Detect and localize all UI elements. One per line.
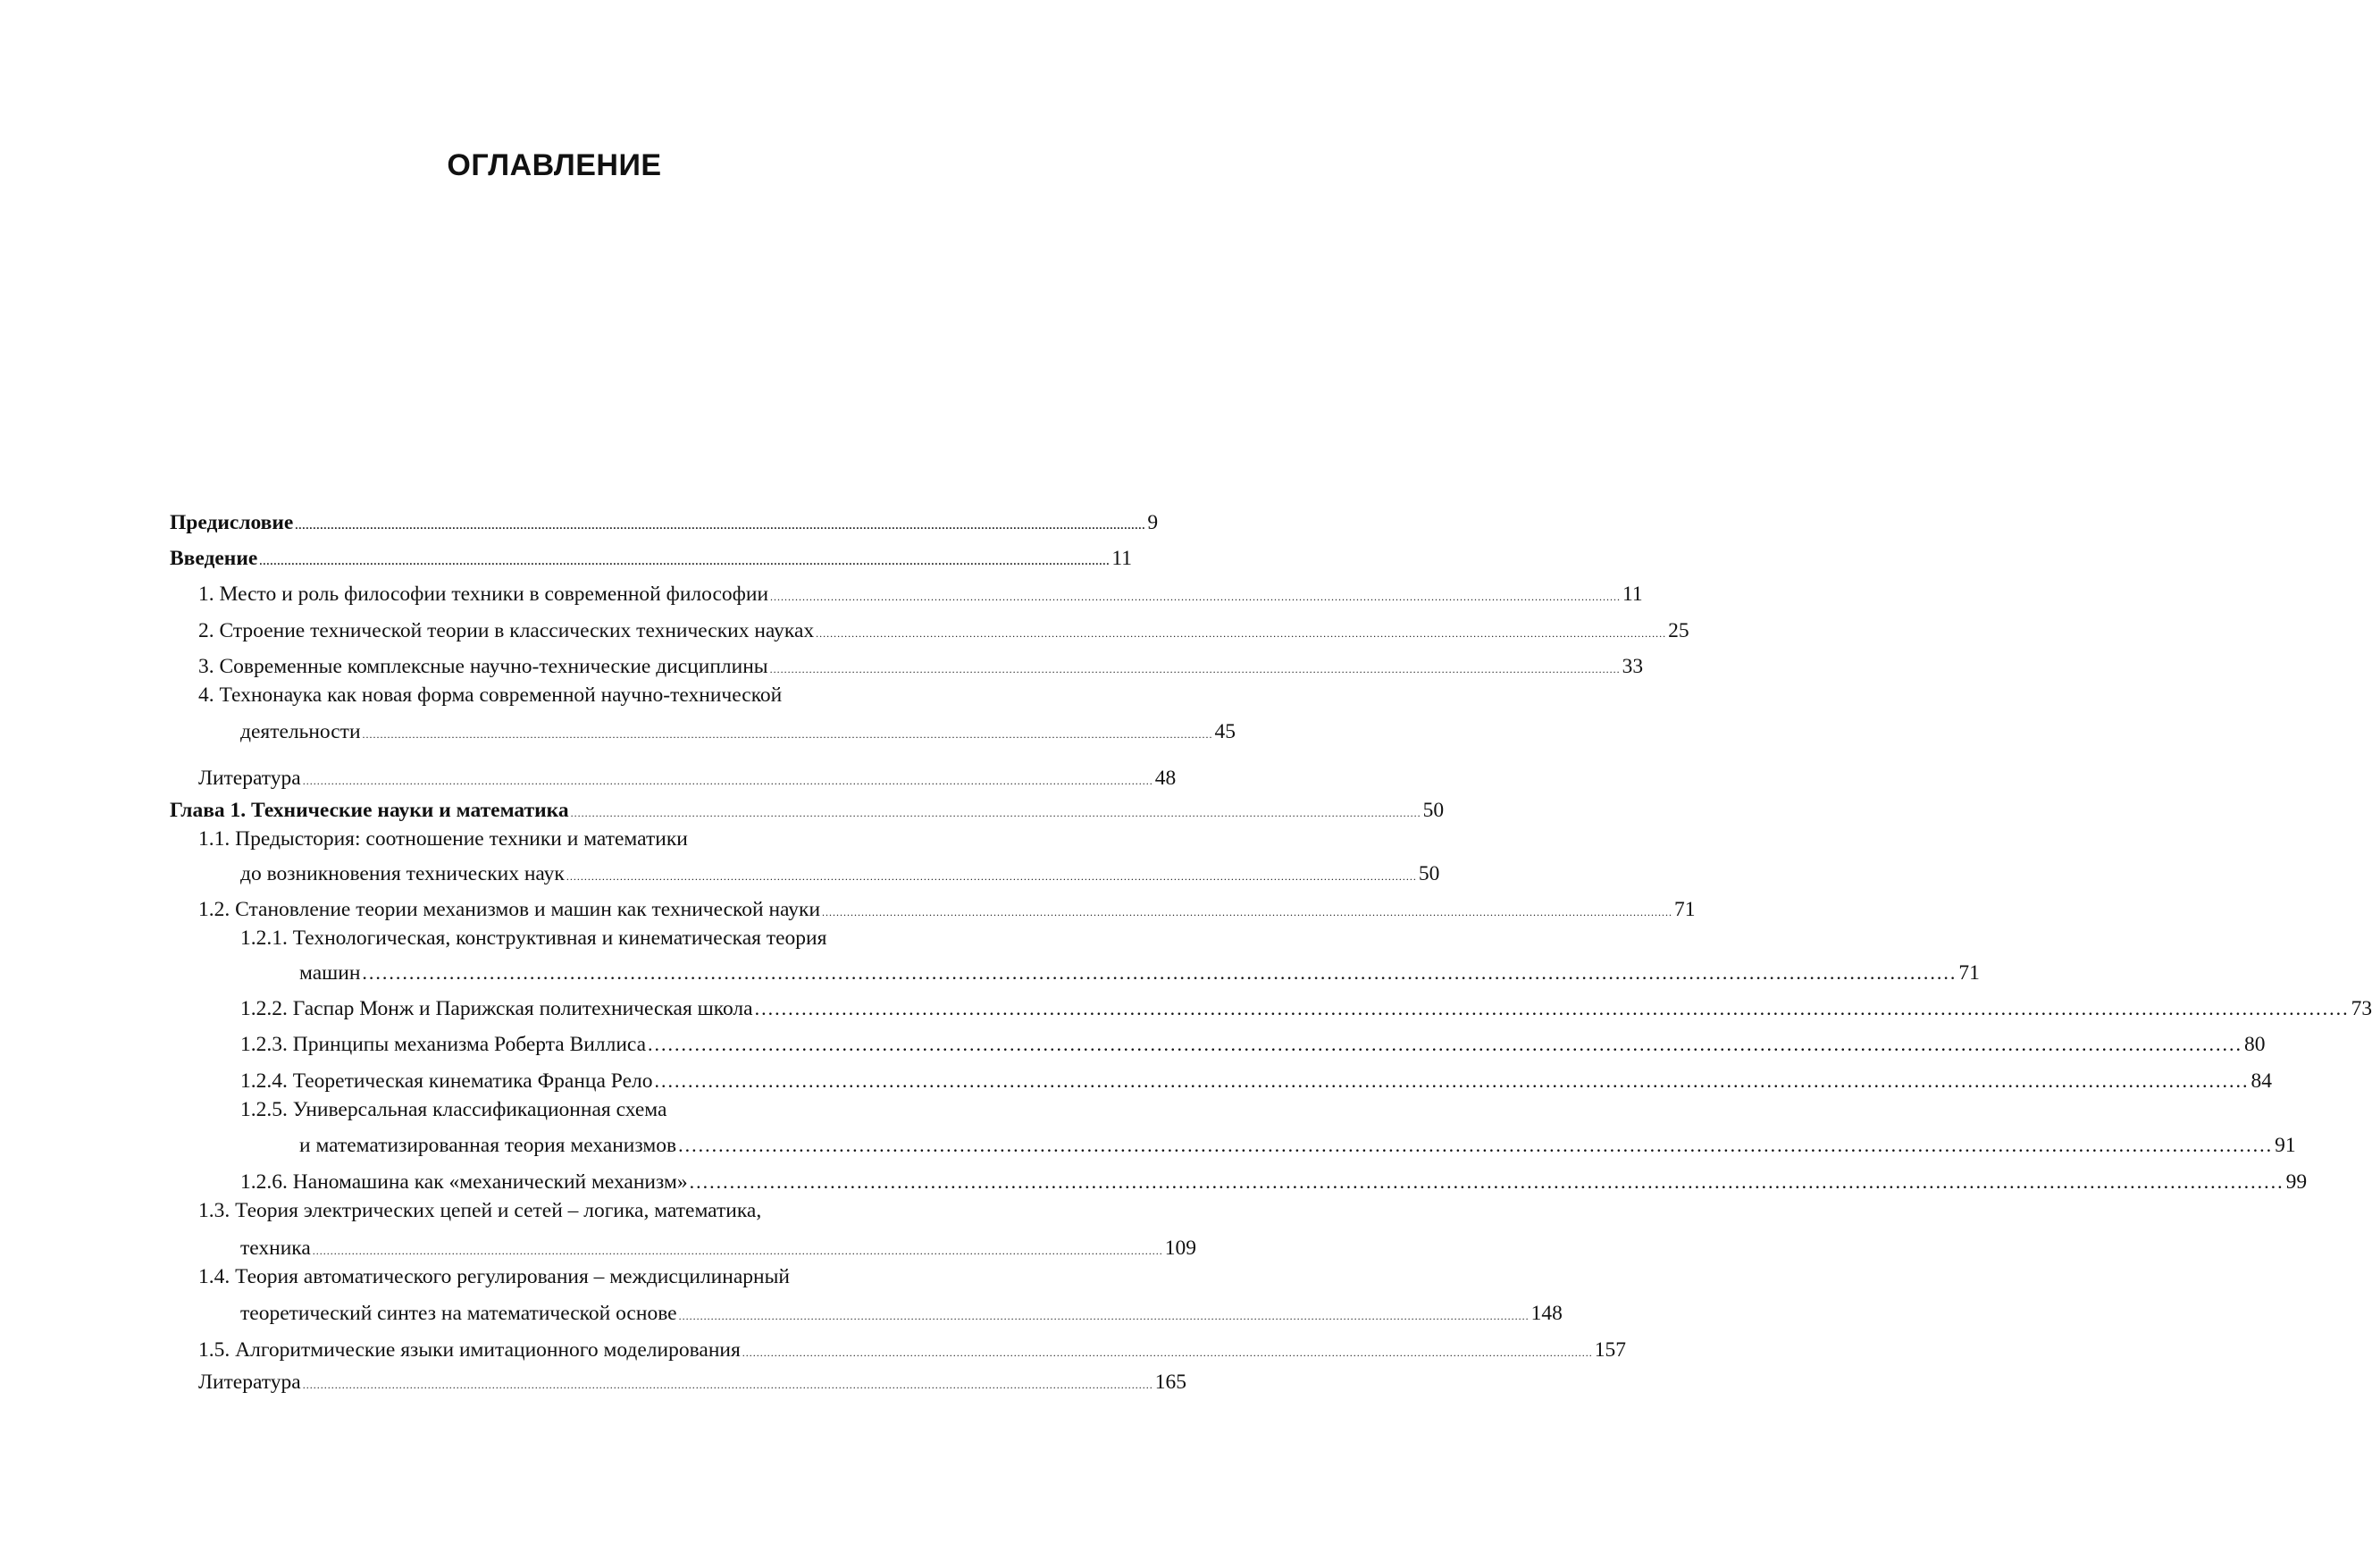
toc-entry-title-line2: до возникновения технических наук <box>240 862 565 885</box>
toc-entry-title: 3. Современные комплексные научно-технические дисциплины <box>198 655 768 678</box>
toc-entry-title: Глава 1. Технические науки и математика <box>170 799 569 822</box>
toc-entry-title: Введение <box>170 547 258 570</box>
page-title: ОГЛАВЛЕНИЕ <box>447 148 662 182</box>
toc-entry-1-4[interactable] <box>170 1262 1563 1328</box>
toc-entry-title-line2: техника <box>240 1237 311 1260</box>
table-of-contents <box>170 505 2372 1396</box>
dot-leader: .............................................................................................................................................................................................................................................. <box>302 775 1153 787</box>
toc-entry-page: 80 <box>2244 1033 2266 1056</box>
toc-entry-page: 157 <box>1594 1338 1627 1362</box>
toc-entry-page: 91 <box>2275 1134 2296 1157</box>
toc-entry-title: 1. Место и роль философии техники в современной философии <box>198 583 769 606</box>
toc-entry-title-line2: деятельности <box>240 720 361 743</box>
toc-entry-1-2-1[interactable] <box>170 924 1980 987</box>
toc-entry-intro-literature[interactable] <box>170 746 1177 792</box>
toc-entry-page: 48 <box>1154 767 1177 790</box>
toc-entry-page: 50 <box>1422 799 1445 822</box>
toc-entry-chapter-1[interactable] <box>170 792 1445 825</box>
toc-entry-introduction[interactable] <box>170 537 1132 573</box>
dot-leader: .............................................................................................................................................................................................................................................. <box>295 519 1146 532</box>
toc-entry-title: Предисловие <box>170 511 294 534</box>
toc-entry-page: 33 <box>1622 655 1644 678</box>
toc-entry-page: 9 <box>1147 511 1159 534</box>
toc-entry-page: 99 <box>2285 1170 2308 1194</box>
dot-leader: .............................................................................................................................................................................................................................................. <box>654 1069 2250 1092</box>
dot-leader: .............................................................................................................................................................................................................................................. <box>302 1379 1153 1391</box>
dot-leader: .............................................................................................................................................................................................................................................. <box>312 1245 1163 1257</box>
dot-leader: .............................................................................................................................................................................................................................................. <box>754 997 2350 1019</box>
dot-leader: .............................................................................................................................................................................................................................................. <box>769 663 1621 675</box>
toc-entry-title-line2: и математизированная теория механизмов <box>299 1134 677 1157</box>
dot-leader: .............................................................................................................................................................................................................................................. <box>648 1033 2243 1055</box>
toc-entry-page: 11 <box>1111 547 1132 570</box>
toc-entry-1-5[interactable] <box>170 1328 1627 1364</box>
dot-leader: .............................................................................................................................................................................................................................................. <box>742 1346 1593 1359</box>
dot-leader: .............................................................................................................................................................................................................................................. <box>259 555 1111 567</box>
toc-entry-page: 71 <box>1958 961 1980 985</box>
toc-entry-title: 1.2.3. Принципы механизма Роберта Виллиса <box>240 1033 647 1056</box>
toc-entry-intro-2[interactable] <box>170 608 1689 645</box>
toc-entry-1-2[interactable] <box>170 888 1696 924</box>
dot-leader: .............................................................................................................................................................................................................................................. <box>362 961 1957 984</box>
toc-entry-title: 2. Строение технической теории в классических технических науках <box>198 619 815 642</box>
toc-entry-page: 45 <box>1214 720 1236 743</box>
toc-entry-title: 1.2.6. Наномашина как «механический механизм» <box>240 1170 688 1194</box>
toc-entry-1-2-5[interactable] <box>170 1095 2296 1160</box>
toc-entry-page: 25 <box>1668 619 1689 642</box>
toc-entry-title-line2: машин <box>299 961 361 985</box>
toc-entry-title: Литература <box>198 767 301 790</box>
dot-leader: .............................................................................................................................................................................................................................................. <box>678 1134 2274 1156</box>
toc-entry-title-line2: теоретический синтез на математической основе <box>240 1302 677 1325</box>
toc-entry-title: 1.2.2. Гаспар Монж и Парижская политехническая школа <box>240 997 753 1020</box>
toc-entry-title: Литература <box>198 1371 301 1394</box>
toc-entry-1-2-4[interactable] <box>170 1059 2272 1095</box>
toc-entry-title-line1: 4. Технонаука как новая форма современной научно-технической <box>198 683 783 707</box>
toc-entry-title: 1.2.4. Теоретическая кинематика Франца Рело <box>240 1069 653 1093</box>
toc-entry-page: 73 <box>2351 997 2372 1020</box>
dot-leader: .............................................................................................................................................................................................................................................. <box>678 1310 1530 1322</box>
dot-leader: .............................................................................................................................................................................................................................................. <box>816 627 1667 640</box>
toc-entry-chapter-1-literature[interactable] <box>170 1364 1186 1396</box>
toc-entry-title-line1: 1.2.5. Универсальная классификационная схема <box>240 1098 667 1121</box>
dot-leader: .............................................................................................................................................................................................................................................. <box>566 870 1417 883</box>
toc-entry-intro-4[interactable] <box>170 681 1236 746</box>
toc-entry-page: 50 <box>1418 862 1440 885</box>
toc-entry-page: 11 <box>1622 583 1643 606</box>
toc-entry-page: 71 <box>1674 898 1696 921</box>
toc-entry-1-2-6[interactable] <box>170 1160 2308 1196</box>
dot-leader: .............................................................................................................................................................................................................................................. <box>770 591 1622 603</box>
dot-leader: .............................................................................................................................................................................................................................................. <box>362 728 1213 741</box>
toc-entry-title-line1: 1.4. Теория автоматического регулирования – междисцилинарный <box>198 1265 790 1288</box>
toc-entry-1-3[interactable] <box>170 1196 1197 1262</box>
toc-entry-1-2-2[interactable] <box>170 987 2372 1023</box>
toc-entry-title: 1.5. Алгоритмические языки имитационного моделирования <box>198 1338 741 1362</box>
toc-entry-page: 165 <box>1154 1371 1186 1394</box>
toc-entry-1-2-3[interactable] <box>170 1023 2266 1059</box>
toc-entry-title-line1: 1.2.1. Технологическая, конструктивная и кинематическая теория <box>240 927 827 950</box>
toc-entry-intro-3[interactable] <box>170 645 1644 681</box>
dot-leader: .............................................................................................................................................................................................................................................. <box>570 807 1421 819</box>
dot-leader: .............................................................................................................................................................................................................................................. <box>689 1170 2284 1193</box>
toc-entry-page: 109 <box>1164 1237 1197 1260</box>
toc-entry-page: 148 <box>1530 1302 1563 1325</box>
toc-entry-title-line1: 1.1. Предыстория: соотношение техники и математики <box>198 827 688 851</box>
toc-entry-title: 1.2. Становление теории механизмов и машин как технической науки <box>198 898 821 921</box>
toc-entry-title-line1: 1.3. Теория электрических цепей и сетей – логика, математика, <box>198 1199 762 1222</box>
toc-entry-preface[interactable] <box>170 505 1159 537</box>
toc-entry-1-1[interactable] <box>170 825 1440 888</box>
toc-entry-page: 84 <box>2250 1069 2272 1093</box>
dot-leader: .............................................................................................................................................................................................................................................. <box>822 906 1673 918</box>
toc-entry-intro-1[interactable] <box>170 573 1643 608</box>
